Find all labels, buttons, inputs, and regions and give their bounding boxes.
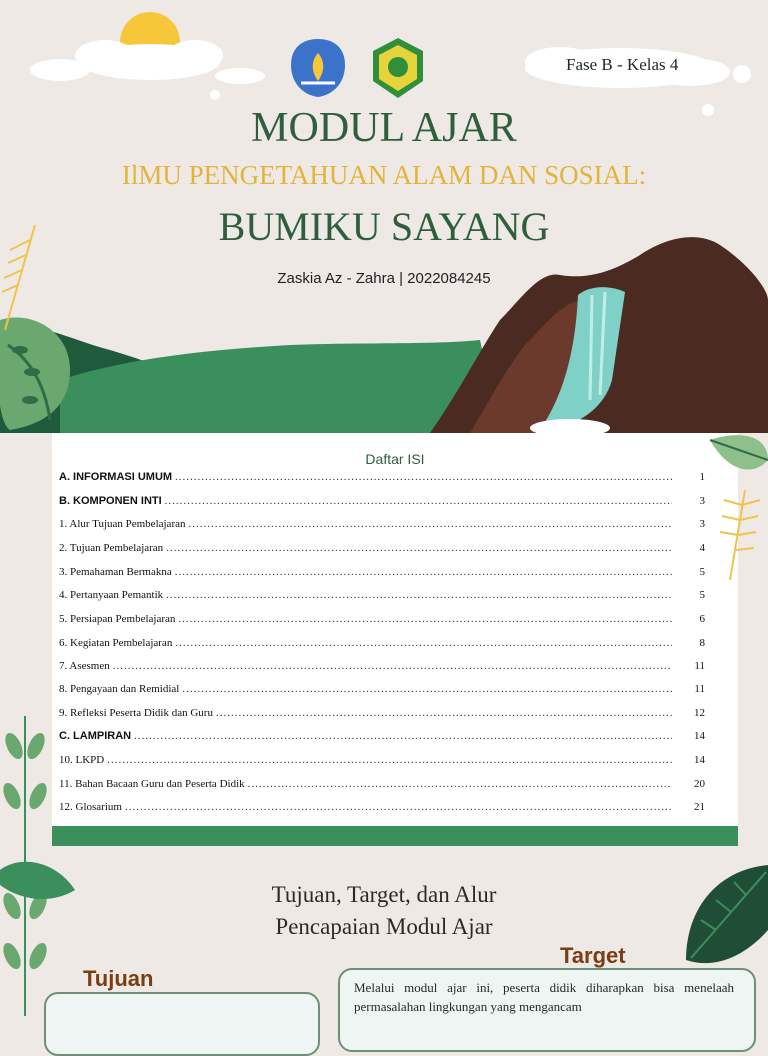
toc-entry-label: 2. Tujuan Pembelajaran [59, 542, 164, 554]
toc-entry-label: 5. Persiapan Pembelajaran [59, 613, 176, 625]
toc-leader-dots [182, 683, 672, 695]
toc-leader-dots [125, 801, 672, 813]
topic-title: BUMIKU SAYANG [218, 204, 550, 249]
toc-row[interactable] [59, 660, 705, 680]
toc-entry-label: C. LAMPIRAN [59, 730, 132, 742]
tut-wuri-handayani-logo [285, 35, 351, 101]
target-card [338, 968, 756, 1052]
toc-leader-dots [175, 471, 672, 483]
toc-row[interactable] [59, 730, 705, 750]
toc-row[interactable] [59, 471, 705, 491]
goals-title-line2: Pencapaian Modul Ajar [275, 914, 493, 939]
target-label: Target [560, 943, 626, 968]
toc-row[interactable] [59, 589, 705, 609]
toc-page-number: 3 [699, 518, 705, 530]
grade-label: Fase B - Kelas 4 [566, 55, 679, 74]
kabupaten-tangerang-emblem [365, 35, 431, 101]
toc-page-number: 6 [699, 613, 705, 625]
toc-entry-label: A. INFORMASI UMUM [59, 471, 173, 483]
toc-row[interactable] [59, 495, 705, 515]
toc-leader-dots [189, 518, 673, 530]
toc-page-number: 1 [699, 471, 705, 483]
toc-page-number: 11 [694, 660, 705, 672]
leaf-icon [700, 430, 768, 580]
toc-page-number: 12 [694, 707, 705, 719]
toc-row[interactable] [59, 683, 705, 703]
toc-entry-label: 12. Glosarium [59, 801, 122, 813]
toc-leader-dots [166, 542, 672, 554]
toc-page-number: 8 [699, 637, 705, 649]
toc-heading: Daftar ISI [365, 451, 425, 467]
module-title: MODUL AJAR [251, 105, 517, 151]
toc-row[interactable] [59, 518, 705, 538]
toc-row[interactable] [59, 566, 705, 586]
toc-page-number: 5 [699, 589, 705, 601]
toc-row[interactable] [59, 801, 705, 821]
toc-leader-dots [165, 495, 672, 507]
toc-row[interactable] [59, 754, 705, 774]
toc-page-number: 14 [694, 754, 705, 766]
toc-entry-label: 4. Pertanyaan Pemantik [59, 589, 164, 601]
toc-row[interactable] [59, 613, 705, 633]
toc-entry-label: 10. LKPD [59, 754, 105, 766]
toc-page-number: 11 [694, 683, 705, 695]
toc-entry-label: 6. Kegiatan Pembelajaran [59, 637, 173, 649]
toc-entry-label: 9. Refleksi Peserta Didik dan Guru [59, 707, 213, 719]
cloud-icon [30, 40, 265, 100]
toc-page-number: 3 [699, 495, 705, 507]
toc-leader-dots [178, 613, 672, 625]
leaf-icon [0, 850, 80, 910]
toc-leader-dots [134, 730, 672, 742]
subject-title: IlMU PENGETAHUAN ALAM DAN SOSIAL: [121, 160, 647, 190]
toc-leader-dots [107, 754, 672, 766]
toc-leader-dots [248, 778, 672, 790]
toc-leader-dots [175, 637, 672, 649]
toc-page-number: 14 [694, 730, 705, 742]
toc-entry-label: B. KOMPONEN INTI [59, 495, 162, 507]
toc-row[interactable] [59, 707, 705, 727]
toc-leader-dots [113, 660, 672, 672]
toc-entry-label: 1. Alur Tujuan Pembelajaran [59, 518, 186, 530]
toc-leader-dots [166, 589, 672, 601]
toc-leader-dots [216, 707, 672, 719]
toc-page-number: 20 [694, 778, 705, 790]
toc-row[interactable] [59, 778, 705, 798]
target-text: Melalui modul ajar ini, peserta didik diharapkan bisa menelaah permasalahan lingkungan yang mengancam [354, 980, 734, 1014]
author-label: Zaskia Az - Zahra | 2022084245 [277, 270, 491, 287]
toc-leader-dots [175, 566, 672, 578]
toc-entry-label: 7. Asesmen [59, 660, 110, 672]
table-of-contents [52, 433, 738, 845]
toc-entry-label: 8. Pengayaan dan Remidial [59, 683, 180, 695]
toc-entry-label: 3. Pemahaman Bermakna [59, 566, 172, 578]
toc-entry-label: 11. Bahan Bacaan Guru dan Peserta Didik [59, 778, 245, 790]
leaf-icon [676, 860, 768, 980]
toc-row[interactable] [59, 542, 705, 562]
toc-row[interactable] [59, 637, 705, 657]
goals-title-line1: Tujuan, Target, dan Alur [271, 882, 497, 907]
tujuan-label: Tujuan [83, 966, 154, 991]
toc-page-number: 5 [699, 566, 705, 578]
toc-bottom-strip [52, 826, 738, 846]
toc-page-number: 21 [694, 801, 705, 813]
tujuan-card [44, 992, 320, 1056]
toc-page-number: 4 [699, 542, 705, 554]
